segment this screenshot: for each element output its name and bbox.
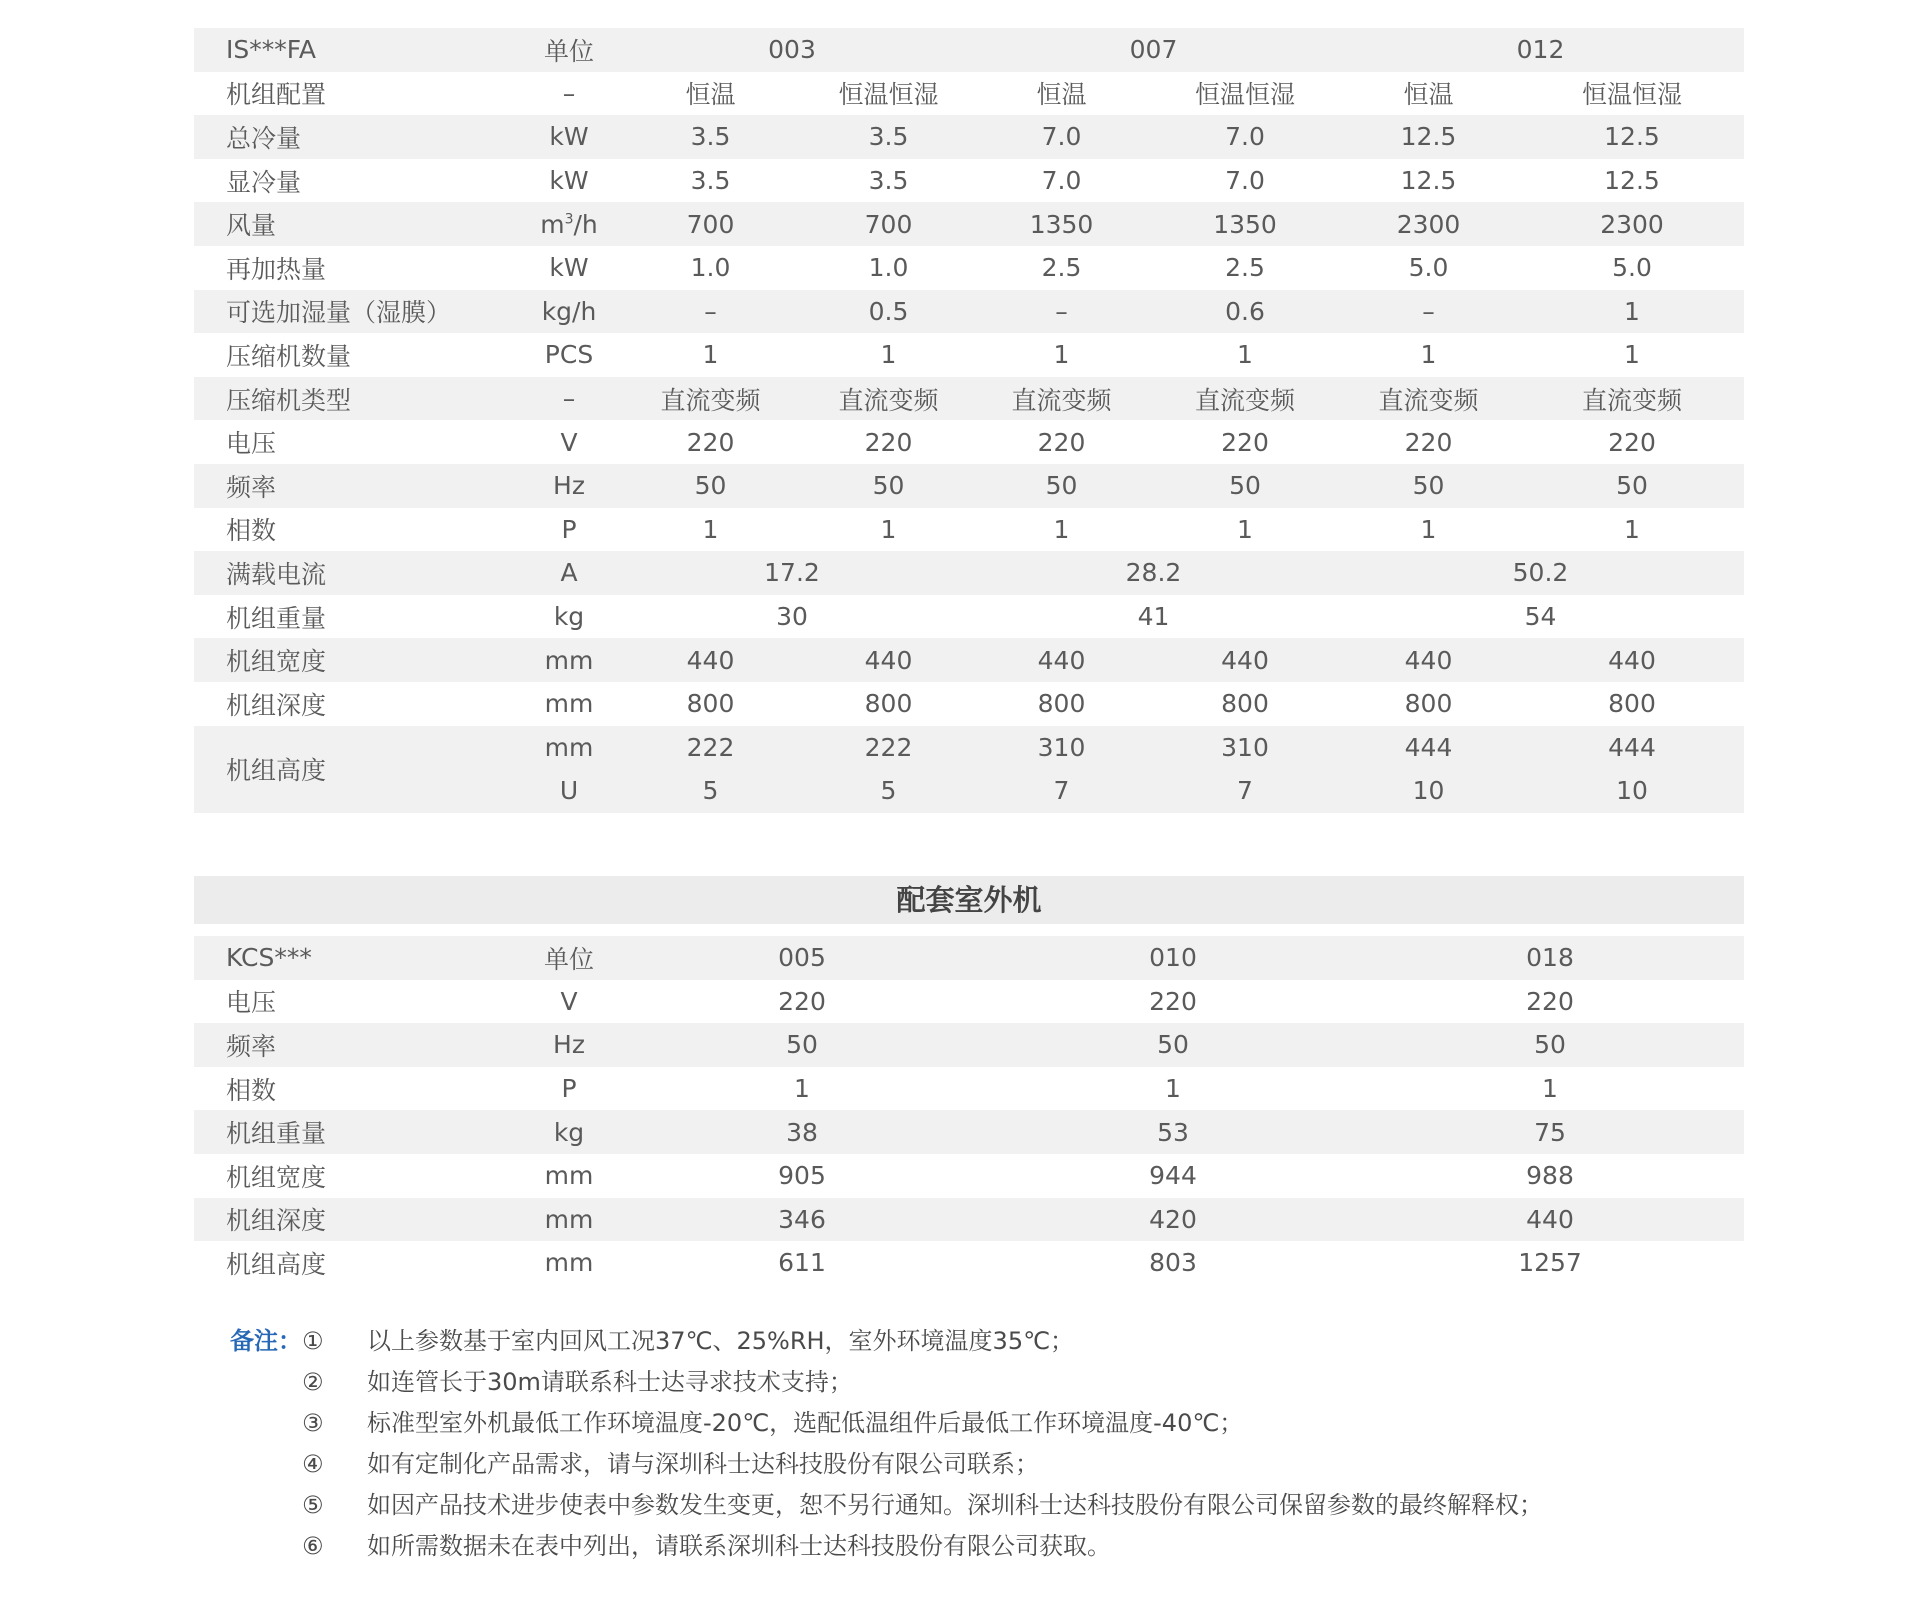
value-cell: 5 [614,769,807,813]
note-text: 如所需数据未在表中列出，请联系深圳科士达科技股份有限公司获取。 [367,1532,1111,1560]
table-row [194,1241,1744,1285]
row-unit: Hz [524,1023,614,1067]
value-cell: 220 [864,427,913,457]
value-cell: 10 [1337,769,1520,813]
value-cell: 1.0 [690,253,731,283]
value-cell: 440 [970,638,1153,682]
table-row [194,980,1744,1024]
value-cell: 220 [1608,427,1656,457]
table-row [194,1067,1744,1111]
value-cell: 440 [1356,1198,1744,1242]
row-label: 风量 [194,202,524,246]
merged-value-cell: 54 [1524,602,1557,632]
row-label: 机组深度 [226,690,327,720]
row-label: 压缩机类型 [194,377,524,421]
value-cell: 222 [614,726,807,770]
value-cell: 2.5 [1225,253,1265,283]
table-row [194,595,1744,639]
note-item [230,1526,1730,1567]
note-text: 如连管长于30m请联系科士达寻求技术支持； [367,1368,853,1396]
value-cell: 恒温恒湿 [838,80,939,110]
row-unit: mm [524,726,614,770]
value-cell: 5.0 [1408,253,1449,283]
notes-section [230,1321,1730,1567]
value-cell: 444 [1520,726,1744,770]
value-cell: 220 [1221,427,1269,457]
indoor-spec-table [194,28,1744,813]
value-cell: 1 [1053,514,1070,544]
value-cell: 3.5 [614,115,807,159]
value-cell: 420 [990,1198,1356,1242]
value-cell: 1 [702,340,719,370]
value-cell: 2300 [1520,202,1744,246]
row-unit: V [560,986,578,1016]
value-cell: 恒温恒湿 [1581,80,1682,110]
value-cell: 恒温 [685,80,736,110]
table-row [194,202,1744,246]
value-cell: 800 [864,689,913,719]
note-item [230,1362,1730,1403]
row-unit: – [524,377,614,421]
value-cell: 220 [1037,427,1086,457]
row-label: 频率 [194,1023,524,1067]
row-label: 总冷量 [194,115,524,159]
value-cell: 220 [1526,986,1574,1016]
value-cell: 50 [1337,464,1520,508]
unit-header: 单位 [524,936,614,980]
value-cell: 1350 [970,202,1153,246]
value-cell: 1 [1420,514,1437,544]
value-cell: 988 [1526,1161,1574,1191]
row-unit: – [562,78,576,108]
row-unit: kW [549,166,589,196]
value-cell: – [614,290,807,334]
row-label: 可选加湿量（湿膜） [194,290,524,334]
value-cell: 1 [1053,340,1070,370]
merged-value-cell: 41 [1137,602,1170,632]
table-row [194,726,1744,770]
value-cell: 7.0 [1153,115,1337,159]
row-label: 相数 [226,516,277,546]
row-label: 再加热量 [226,254,327,284]
value-cell: 611 [778,1248,826,1278]
value-cell: 0.6 [1153,290,1337,334]
row-label: 机组高度 [226,1249,327,1279]
value-cell: 700 [614,202,807,246]
value-cell: 50 [614,464,807,508]
merged-value-cell: 17.2 [614,551,970,595]
row-unit: mm [544,689,594,719]
model-column-010: 010 [990,936,1356,980]
table-row [194,1154,1744,1198]
table-row [194,159,1744,203]
value-cell: 800 [1221,689,1269,719]
table-row [194,246,1744,290]
row-label: 机组重量 [226,603,327,633]
value-cell: 440 [614,638,807,682]
value-cell: – [1337,290,1520,334]
table-row [194,508,1744,552]
value-cell: 310 [1153,726,1337,770]
value-cell: 直流变频 [614,377,807,421]
table-row [194,1198,1744,1242]
value-cell: 1.0 [868,253,909,283]
unit-base: m [540,209,565,239]
value-cell: 1 [702,514,719,544]
value-cell: 440 [1520,638,1744,682]
value-cell: 直流变频 [1153,377,1337,421]
row-unit: mm [524,638,614,682]
row-label: 机组重量 [194,1110,524,1154]
row-label: 机组宽度 [226,1162,327,1192]
note-number: ⑤ [302,1491,324,1519]
header-row [194,28,1744,72]
value-cell: 1 [880,514,897,544]
value-cell: 2.5 [1041,253,1082,283]
value-cell: 12.5 [1337,115,1520,159]
table-row [194,290,1744,334]
value-cell: 50 [614,1023,990,1067]
model-group-012: 012 [1337,28,1744,72]
value-cell: 直流变频 [807,377,970,421]
value-cell: 440 [1337,638,1520,682]
row-unit: mm [524,1198,614,1242]
note-item [230,1444,1730,1485]
value-cell: 53 [990,1110,1356,1154]
value-cell: 恒温恒湿 [1194,80,1295,110]
note-number: ③ [302,1409,324,1437]
row-unit: kg [524,1110,614,1154]
row-label: 机组配置 [226,80,327,110]
merged-value-cell: 30 [776,602,808,632]
value-cell: 50 [990,1023,1356,1067]
row-label: 机组宽度 [194,638,524,682]
table-row [194,1023,1744,1067]
value-cell: 7 [1153,769,1337,813]
header-row [194,936,1744,980]
note-item [230,1485,1730,1526]
value-cell: 7.0 [1041,166,1082,196]
row-unit: kg [553,602,585,632]
row-unit: V [560,427,578,457]
table-row [194,377,1744,421]
value-cell: 2300 [1337,202,1520,246]
table-row [194,638,1744,682]
value-cell: 3.5 [690,166,731,196]
row-label: 电压 [226,429,277,459]
row-unit: Hz [524,464,614,508]
value-cell: 直流变频 [970,377,1153,421]
merged-value-cell: 50.2 [1337,551,1744,595]
value-cell: 944 [1149,1161,1197,1191]
value-cell: 5 [807,769,970,813]
value-cell: 5.0 [1612,253,1652,283]
value-cell: 1 [794,1074,810,1104]
outdoor-unit-title: 配套室外机 [194,876,1744,924]
value-cell: – [970,290,1153,334]
value-cell: 7.0 [1225,166,1265,196]
value-cell: 直流变频 [1337,377,1520,421]
row-label: 机组深度 [194,1198,524,1242]
table-row [194,333,1744,377]
value-cell: 75 [1356,1110,1744,1154]
row-unit [524,202,614,246]
value-cell: 1 [1237,514,1253,544]
row-label: 显冷量 [226,167,302,197]
value-cell: 12.5 [1520,115,1744,159]
value-cell: 220 [778,986,826,1016]
value-cell: 50 [970,464,1153,508]
model-column-005: 005 [614,936,990,980]
value-cell: 恒温 [1036,80,1087,110]
value-cell: 1 [1237,340,1253,370]
value-cell: 直流变频 [1520,377,1744,421]
unit-superscript: 3 [564,211,574,228]
value-cell: 3.5 [868,166,909,196]
row-unit: kW [549,253,589,283]
model-header: IS***FA [194,28,524,72]
note-number: ④ [302,1450,324,1478]
row-unit: PCS [544,340,594,370]
value-cell: 1 [880,340,897,370]
value-cell: 1257 [1518,1248,1582,1278]
value-cell: 1 [1520,290,1744,334]
row-unit: mm [544,1248,594,1278]
merged-value-cell: 28.2 [970,551,1337,595]
note-text: 如因产品技术进步使表中参数发生变更，恕不另行通知。深圳科士达科技股份有限公司保留参数的最终解释权； [367,1491,1543,1519]
table-row [194,1110,1744,1154]
table-row [194,72,1744,116]
row-label: 满载电流 [194,551,524,595]
value-cell: 700 [807,202,970,246]
unit-header: 单位 [524,28,614,72]
value-cell: 50 [1356,1023,1744,1067]
row-unit: kW [524,115,614,159]
row-label: 相数 [226,1075,277,1105]
value-cell: 220 [1149,986,1197,1016]
value-cell: 803 [1149,1248,1197,1278]
row-unit: P [561,1074,577,1104]
value-cell: 50 [1520,464,1744,508]
notes-heading: 备注： [230,1327,302,1355]
value-cell: 444 [1337,726,1520,770]
value-cell: 1350 [1153,202,1337,246]
note-item [230,1321,1730,1362]
value-cell: 7 [970,769,1153,813]
table-row [194,551,1744,595]
outdoor-spec-table [194,936,1744,1285]
value-cell: 800 [686,689,735,719]
value-cell: 3.5 [807,115,970,159]
row-label: 频率 [194,464,524,508]
value-cell: 220 [1404,427,1453,457]
row-label: 电压 [226,988,277,1018]
value-cell: 10 [1520,769,1744,813]
value-cell: 38 [614,1110,990,1154]
note-text: 以上参数基于室内回风工况37℃、25%RH，室外环境温度35℃； [367,1327,1075,1355]
value-cell: 440 [807,638,970,682]
value-cell: 0.5 [807,290,970,334]
value-cell: 220 [686,427,735,457]
table-row [194,115,1744,159]
value-cell: 800 [1037,689,1086,719]
row-label: 机组高度 [194,726,524,813]
value-cell: 346 [614,1198,990,1242]
row-unit: kg/h [524,290,614,334]
value-cell: 7.0 [970,115,1153,159]
row-unit: U [524,769,614,813]
value-cell: 12.5 [1400,166,1457,196]
value-cell: 恒温 [1403,80,1454,110]
value-cell: 905 [778,1161,826,1191]
note-item [230,1403,1730,1444]
value-cell: 800 [1404,689,1453,719]
value-cell: 1 [1165,1074,1181,1104]
model-column-018: 018 [1356,936,1744,980]
table-row [194,464,1744,508]
value-cell: 12.5 [1604,166,1660,196]
table-row [194,420,1744,464]
note-text: 标准型室外机最低工作环境温度-20℃，选配低温组件后最低工作环境温度-40℃； [367,1409,1244,1437]
note-number: ⑥ [302,1532,324,1560]
value-cell: 440 [1153,638,1337,682]
model-group-007: 007 [970,28,1337,72]
value-cell: 1 [1624,340,1640,370]
value-cell: 50 [807,464,970,508]
value-cell: 1 [1542,1074,1558,1104]
value-cell: 1 [1420,340,1437,370]
row-unit: P [561,514,577,544]
note-text: 如有定制化产品需求，请与深圳科士达科技股份有限公司联系； [367,1450,1039,1478]
model-header: KCS*** [194,936,524,980]
value-cell: 1 [1624,514,1640,544]
row-unit: mm [544,1161,594,1191]
model-group-003: 003 [614,28,970,72]
value-cell: 310 [970,726,1153,770]
row-unit: A [524,551,614,595]
table-row [194,682,1744,726]
value-cell: 50 [1153,464,1337,508]
value-cell: 800 [1608,689,1656,719]
value-cell: 222 [807,726,970,770]
note-number: ② [302,1368,324,1396]
note-number: ① [302,1327,324,1355]
row-label: 压缩机数量 [226,341,352,371]
unit-tail: /h [573,209,598,239]
